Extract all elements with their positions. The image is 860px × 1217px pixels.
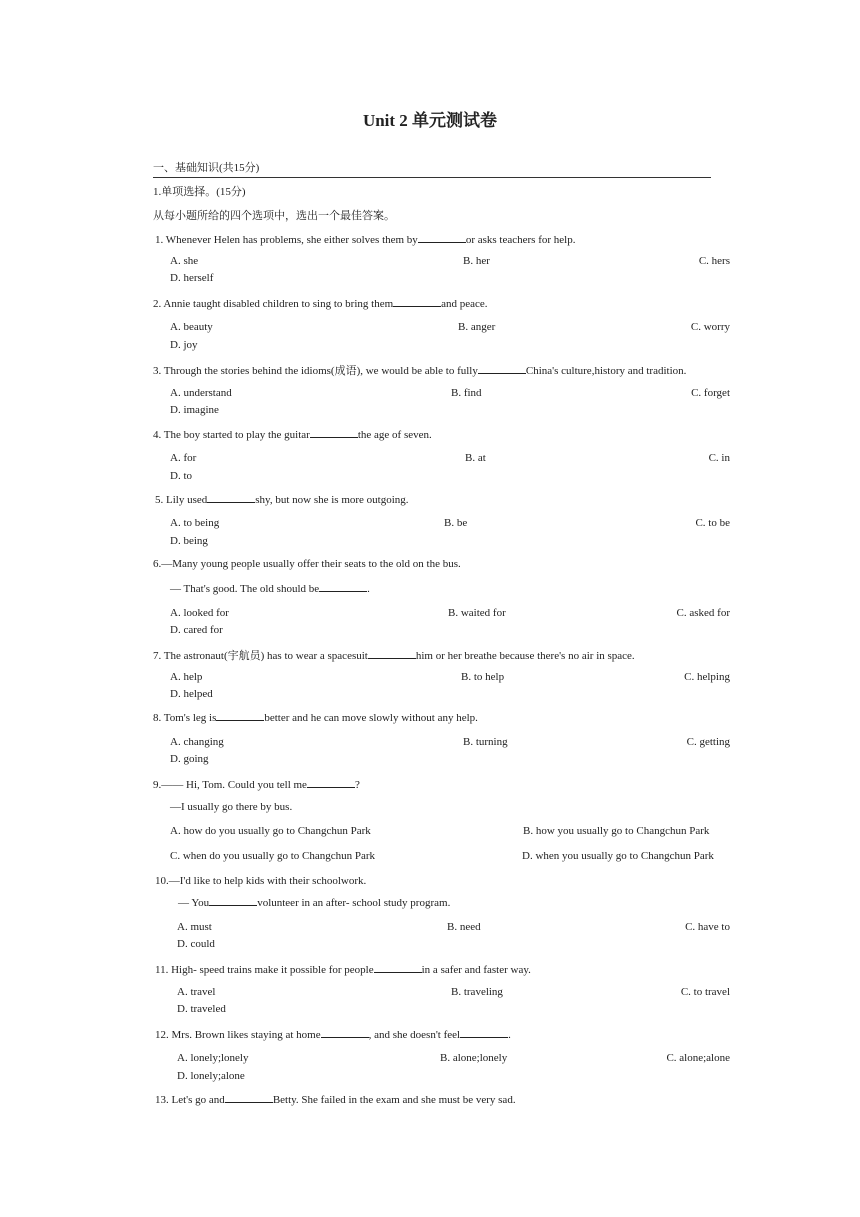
question-11: 11. High- speed trains make it possible for people in a safer and faster way. (155, 964, 531, 976)
option-c: C. asked for (676, 607, 730, 619)
option-d: D. traveled (177, 1003, 226, 1015)
option-c: C. to be (695, 517, 730, 529)
section-divider (153, 177, 711, 178)
answer-blank (209, 896, 257, 906)
option-b: B. alone;lonely (440, 1052, 508, 1064)
option-a: A. lonely;lonely (177, 1052, 249, 1064)
answer-blank (310, 428, 358, 438)
option-b: B. be (444, 517, 468, 529)
answer-blank (321, 1028, 369, 1038)
option-a: A. must (177, 921, 212, 933)
option-c: C. worry (690, 321, 730, 333)
option-d: D. could (177, 938, 215, 950)
option-b: B. at (465, 452, 486, 464)
option-a: A. understand (170, 387, 232, 399)
answer-blank (368, 649, 416, 659)
option-c: C. helping (684, 671, 730, 683)
option-a: A. to being (170, 517, 220, 529)
option-d: D. herself (170, 272, 214, 284)
option-a: A. how do you usually go to Changchun Park (170, 825, 371, 837)
option-d: D. helped (170, 688, 213, 700)
answer-blank (207, 493, 255, 503)
option-b: B. find (451, 387, 482, 399)
question-9-reply: —I usually go there by bus. (170, 801, 293, 813)
option-d: D. to (170, 470, 192, 482)
option-b: B. turning (463, 736, 508, 748)
question-6-reply: — That's good. The old should be . (170, 583, 370, 595)
option-d: D. imagine (170, 404, 219, 416)
question-12: 12. Mrs. Brown likes staying at home , and she doesn't feel . (155, 1029, 511, 1041)
question-13: 13. Let's go and Betty. She failed in the exam and she must be very sad. (155, 1094, 516, 1106)
part-heading: 1.单项选择。(15分) (153, 186, 246, 198)
answer-blank (216, 711, 264, 721)
answer-blank (478, 364, 526, 374)
option-a: A. she (170, 255, 199, 267)
question-2: 2. Annie taught disabled children to sing to bring them and peace. (153, 298, 488, 310)
option-a: A. help (170, 671, 203, 683)
question-4: 4. The boy started to play the guitar the age of seven. (153, 429, 432, 441)
option-d: D. going (170, 753, 209, 765)
section-heading: 一、基础知识(共15分) (153, 162, 260, 174)
option-c: C. getting (686, 736, 730, 748)
question-5: 5. Lily used shy, but now she is more outgoing. (155, 494, 409, 506)
option-d: D. cared for (170, 624, 223, 636)
question-8: 8. Tom's leg is better and he can move slowly without any help. (153, 712, 478, 724)
option-a: A. for (170, 452, 197, 464)
option-a: A. travel (177, 986, 216, 998)
question-10: 10.—I'd like to help kids with their schoolwork. (155, 875, 367, 887)
option-a: A. looked for (170, 607, 229, 619)
option-b: B. to help (461, 671, 505, 683)
option-c: C. when do you usually go to Changchun Park (170, 850, 376, 862)
option-b: B. anger (458, 321, 496, 333)
option-d: D. lonely;alone (177, 1070, 245, 1082)
question-10-reply: — You volunteer in an after- school study program. (178, 897, 451, 909)
page-title: Unit 2 单元测试卷 (362, 111, 498, 130)
answer-blank (418, 233, 466, 243)
question-1: 1. Whenever Helen has problems, she either solves them by or asks teachers for help. (155, 234, 576, 246)
option-b: B. traveling (451, 986, 503, 998)
option-c: C. alone;alone (666, 1052, 730, 1064)
option-c: C. have to (685, 921, 730, 933)
instruction-text: 从每小题所给的四个选项中，选出一个最佳答案。 (153, 210, 395, 222)
option-c: C. in (708, 452, 730, 464)
answer-blank (225, 1093, 273, 1103)
answer-blank (374, 963, 422, 973)
option-d: D. when you usually go to Changchun Park (522, 850, 714, 862)
option-c: C. forget (691, 387, 730, 399)
option-d: D. being (170, 535, 208, 547)
option-c: C. to travel (680, 986, 730, 998)
option-a: A. changing (170, 736, 224, 748)
option-b: B. waited for (448, 607, 506, 619)
answer-blank (393, 297, 441, 307)
option-b: B. how you usually go to Changchun Park (523, 825, 710, 837)
answer-blank (319, 582, 367, 592)
option-a: A. beauty (170, 321, 213, 333)
answer-blank (460, 1028, 508, 1038)
option-b: B. her (463, 255, 490, 267)
answer-blank (307, 778, 355, 788)
option-c: C. hers (698, 255, 730, 267)
question-7: 7. The astronaut(宇航员) has to wear a spacesuit him or her breathe because there's no air in space. (153, 650, 635, 662)
question-9: 9.—— Hi, Tom. Could you tell me ? (153, 779, 360, 791)
question-6: 6.—Many young people usually offer their seats to the old on the bus. (153, 558, 461, 570)
question-3: 3. Through the stories behind the idioms(成语), we would be able to fully China's culture,history and tradition. (153, 365, 687, 377)
option-d: D. joy (170, 339, 198, 351)
option-b: B. need (447, 921, 481, 933)
